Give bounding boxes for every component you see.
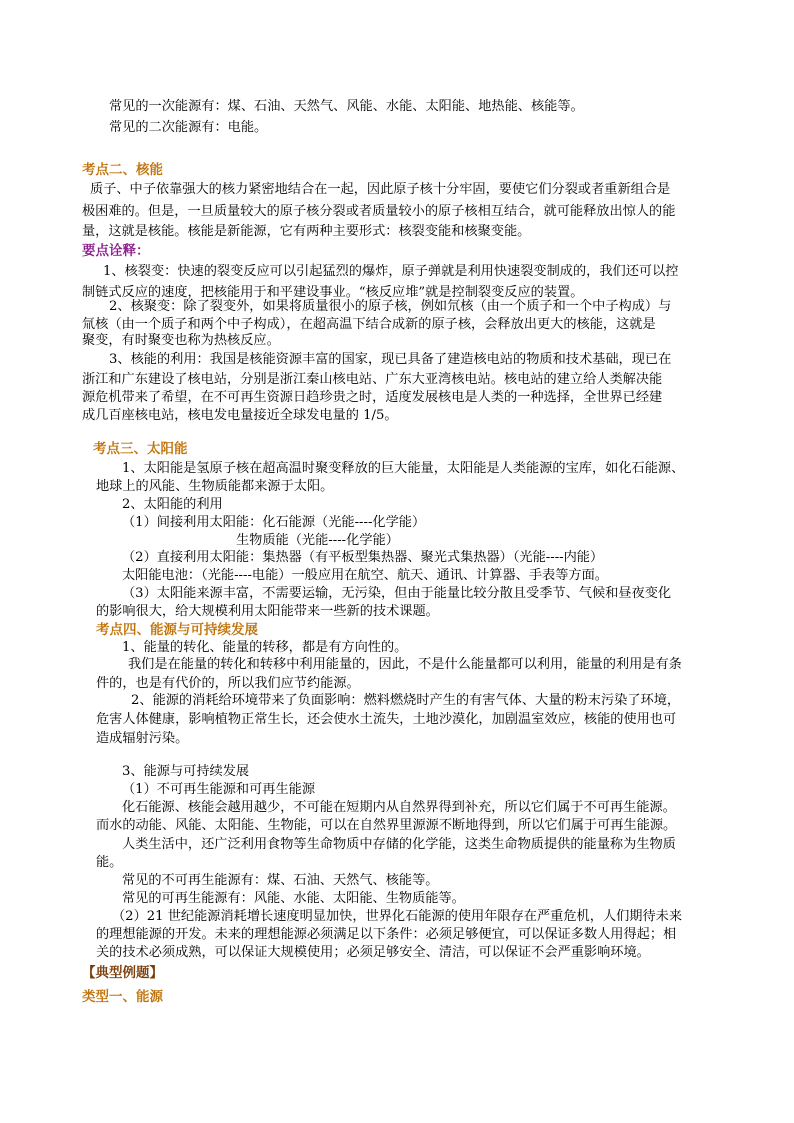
paragraph-line: 3、能源与可持续发展 <box>122 764 250 779</box>
paragraph-line: （1）间接利用太阳能：化石能源（光能----化学能） <box>122 515 426 530</box>
paragraph-line: 化石能源、核能会越用越少，不可能在短期内从自然界得到补充，所以它们属于不可再生能源。 <box>122 800 676 815</box>
paragraph-line: 质子、中子依靠强大的核力紧密地结合在一起，因此原子核十分牢固，要使它们分裂或者重新组合是 <box>90 182 671 197</box>
paragraph-line: 危害人体健康，影响植物正常生长，还会使水土流失，土地沙漠化，加剧温室效应，核能的使用也可 <box>96 712 677 727</box>
paragraph-line: 关的技术必须成熟，可以保证大规模使用；必须足够安全、清洁，可以保证不会严重影响环境。 <box>96 945 650 960</box>
paragraph-line: 件的，也是有代价的，所以我们应节约能源。 <box>96 676 360 691</box>
paragraph-line: 极困难的。但是，一旦质量较大的原子核分裂或者质量较小的原子核相互结合，就可能释放出惊人的能 <box>82 204 676 219</box>
example-type-heading: 类型一、能源 <box>82 989 163 1005</box>
paragraph-line: 成几百座核电站，核电发电量接近全球发电量的 1/5。 <box>82 408 398 423</box>
secondary-energy-line: 常见的二次能源有：电能。 <box>109 120 268 135</box>
paragraph-line: （1）不可再生能源和可再生能源 <box>122 782 316 797</box>
paragraph-line: 我们是在能量的转化和转移中利用能量的，因此，不是什么能量都可以利用，能量的利用是有条 <box>128 657 682 672</box>
primary-energy-line: 常见的一次能源有：煤、石油、天然气、风能、水能、太阳能、地热能、核能等。 <box>109 99 584 114</box>
paragraph-line: 太阳能电池：（光能----电能）一般应用在航空、航天、通讯、计算器、手表等方面。 <box>122 568 608 583</box>
paragraph-line: 聚变，有时聚变也称为热核反应。 <box>82 333 280 348</box>
section-heading-sustainability: 考点四、能源与可持续发展 <box>96 622 258 638</box>
paragraph-line: 制链式反应的速度，把核能用于和平建设事业。“核反应堆”就是控制裂变反应的装置。 <box>82 285 584 300</box>
paragraph-line: 的影响很大，给大规模利用太阳能带来一些新的技术课题。 <box>96 604 439 619</box>
section-heading-nuclear: 考点二、核能 <box>82 162 163 178</box>
paragraph-line: （2）21 世纪能源消耗增长速度明显加快，世界化石能源的使用年限存在严重危机，人们期待未来 <box>112 909 683 924</box>
section-heading-solar: 考点三、太阳能 <box>93 441 188 457</box>
paragraph-line: 常见的可再生能源有：风能、水能、太阳能、生物质能等。 <box>122 891 465 906</box>
paragraph-line: 1、太阳能是氢原子核在超高温时聚变释放的巨大能量，太阳能是人类能源的宝库，如化石能源、 <box>122 461 685 476</box>
paragraph-line: 2、能源的消耗给环境带来了负面影响：燃料燃烧时产生的有害气体、大量的粉末污染了环境， <box>131 693 681 708</box>
paragraph-line: 的理想能源的开发。未来的理想能源必须满足以下条件：必须足够便宜，可以保证多数人用得起；相 <box>96 927 677 942</box>
paragraph-line: 常见的不可再生能源有：煤、石油、天然气、核能等。 <box>122 873 439 888</box>
paragraph-line: 造成辐射污染。 <box>96 731 189 746</box>
paragraph-line: 2、核聚变：除了裂变外，如果将质量很小的原子核，例如氘核（由一个质子和一个中子构成）与 <box>109 299 672 314</box>
typical-examples-heading: 【典型例题】 <box>82 965 163 981</box>
paragraph-line: （2）直接利用太阳能：集热器（有平板型集热器、聚光式集热器）（光能----内能） <box>122 550 604 565</box>
key-points-heading: 要点诠释： <box>82 243 150 259</box>
paragraph-line: 量，这就是核能。核能是新能源，它有两种主要形式：核裂变能和核聚变能。 <box>82 224 531 239</box>
paragraph-line: （3）太阳能来源丰富，不需要运输，无污染，但由于能量比较分散且受季节、气候和昼夜变化 <box>122 586 672 601</box>
paragraph-line: 能。 <box>96 855 123 870</box>
paragraph-line: 2、太阳能的利用 <box>122 497 223 512</box>
paragraph-line: 1、能量的转化、能量的转移，都是有方向性的。 <box>122 640 408 655</box>
paragraph-line: 3、核能的利用：我国是核能资源丰富的国家，现已具备了建造核电站的物质和技术基础，现已在 <box>109 352 672 367</box>
paragraph-line: 而水的动能、风能、太阳能、生物能，可以在自然界里源源不断地得到，所以它们属于可再生能源。 <box>96 818 677 833</box>
paragraph-line: 生物质能（光能----化学能） <box>236 533 399 548</box>
paragraph-line: 地球上的风能、生物质能都来源于太阳。 <box>96 479 334 494</box>
paragraph-line: 浙江和广东建设了核电站，分别是浙江秦山核电站、广东大亚湾核电站。核电站的建立给人类解决能 <box>82 372 663 387</box>
paragraph-line: 1、核裂变：快速的裂变反应可以引起猛烈的爆炸，原子弹就是利用快速裂变制成的，我们还可以控 <box>103 264 679 279</box>
paragraph-line: 氚核（由一个质子和两个中子构成），在超高温下结合成新的原子核，会释放出更大的核能，这就是 <box>82 317 656 332</box>
paragraph-line: 源危机带来了希望，在不可再生资源日趋珍贵之时，适度发展核电是人类的一种选择，全世界已经建 <box>82 390 663 405</box>
paragraph-line: 人类生活中，还广泛利用食物等生命物质中存储的化学能，这类生命物质提供的能量称为生物质 <box>122 837 676 852</box>
